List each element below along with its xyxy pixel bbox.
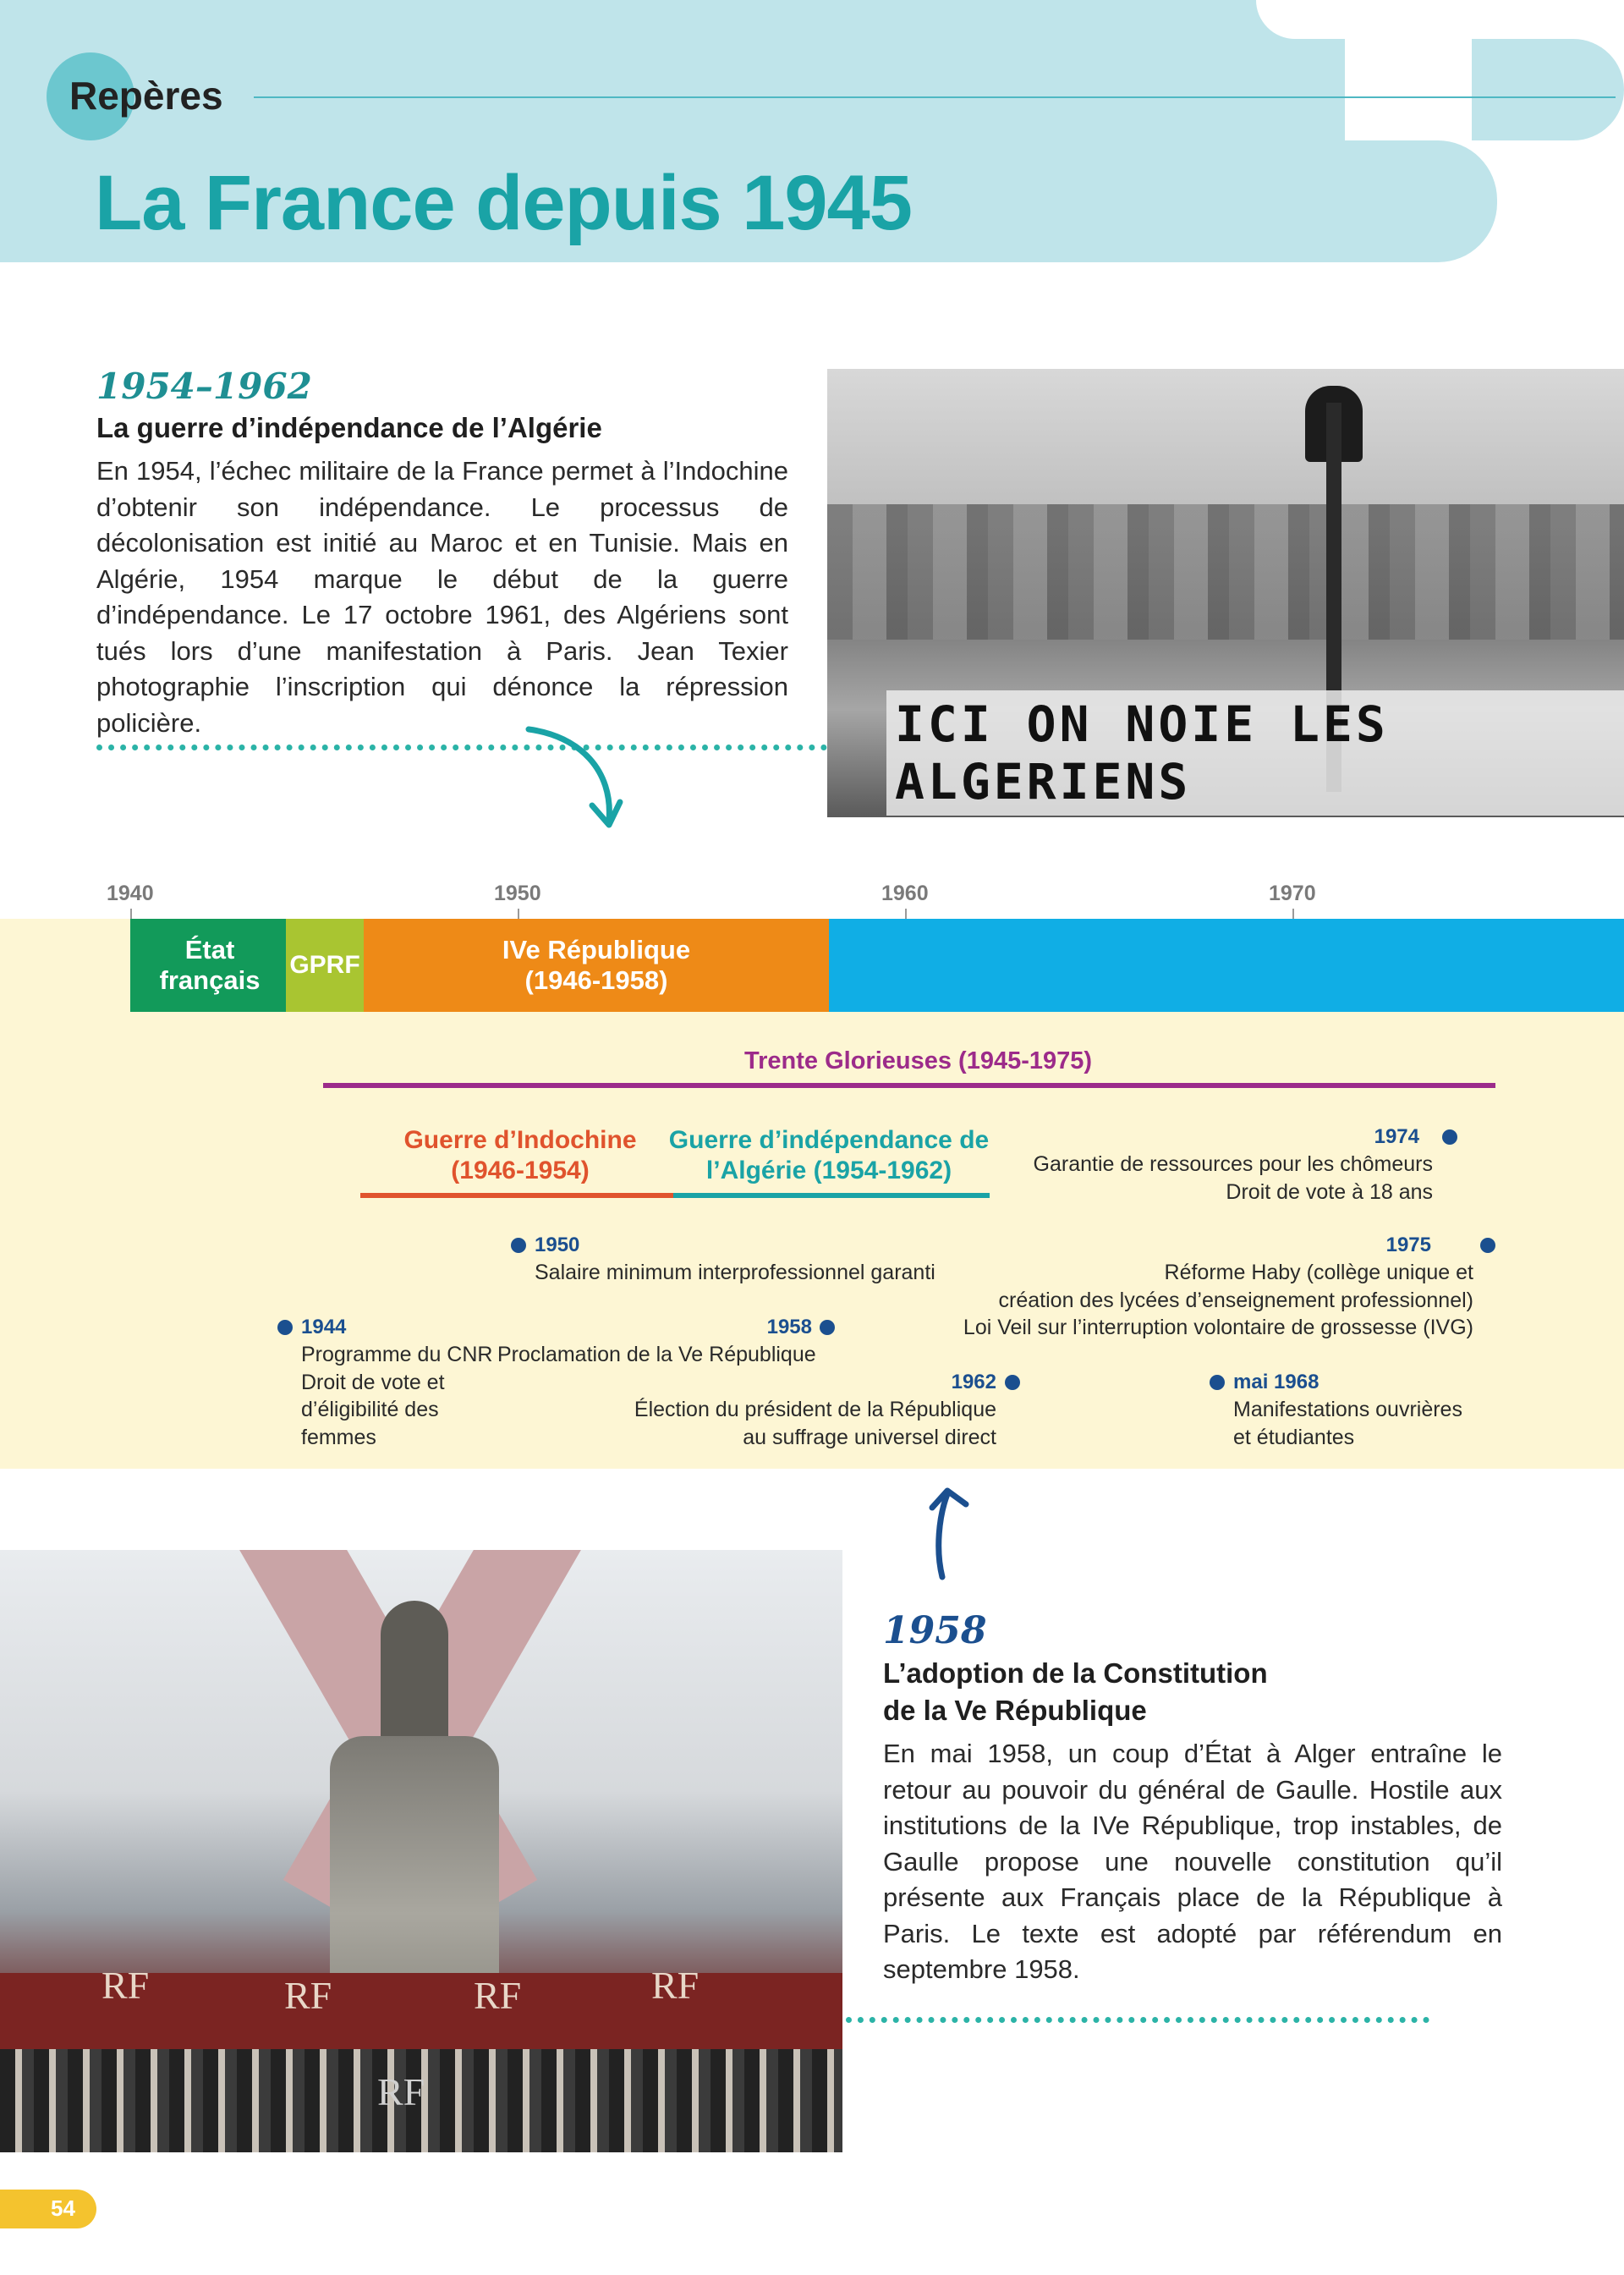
event-1944	[301, 1314, 504, 1451]
tick-label-1950: 1950	[494, 882, 541, 905]
page-title: La France depuis 1945	[95, 160, 912, 246]
tick-label-1940: 1940	[107, 882, 154, 905]
conflict-algerie-label	[660, 1125, 998, 1186]
kicker-label: Repères	[69, 74, 223, 118]
event-1958	[491, 1314, 812, 1341]
conflict-line2: l’Algérie (1954-1962)	[705, 1157, 952, 1184]
photo-rf-text: RF	[102, 1964, 150, 2007]
conflict-indochine-bar	[360, 1193, 673, 1198]
event-line: au suffrage universel direct	[743, 1425, 996, 1449]
tick-1940	[130, 909, 132, 919]
event-year: 1962	[951, 1371, 996, 1393]
section-title: La guerre d’indépendance de l’Algérie	[96, 412, 602, 443]
event-line: Garantie de ressources pour les chômeurs	[1033, 1152, 1433, 1176]
header-notch	[1256, 0, 1624, 39]
photo-trees	[827, 504, 1624, 640]
section-title-line1: L’adoption de la Constitution	[883, 1657, 1268, 1689]
event-line: et étudiantes	[1233, 1425, 1355, 1449]
event-dot-1950	[511, 1238, 526, 1253]
event-line: Manifestations ouvrières	[1233, 1398, 1462, 1421]
period-label-line2: (1946-1958)	[524, 965, 668, 995]
section-year: 1954–1962	[96, 365, 312, 407]
conflict-indochine-label	[364, 1125, 677, 1186]
header-bubble	[1472, 39, 1624, 140]
event-line: Droit de vote à 18 ans	[1226, 1179, 1433, 1204]
event-dot-1968	[1210, 1375, 1225, 1390]
photo-rf-text: RF	[651, 1964, 700, 2007]
photo-rf-text: RF	[474, 1974, 522, 2017]
section-title	[883, 1655, 1577, 1729]
event-line: Programme du CNR	[301, 1343, 493, 1366]
conflict-line1: Guerre d’Indochine	[403, 1126, 637, 1154]
period-label: GPRF	[289, 951, 360, 979]
section-body: En mai 1958, un coup d’État à Alger entraîne le retour au pouvoir du général de Gaulle. Hostile aux institutions de la IVe République, trop instables, de Gaulle propose une nouvelle constitution qu’il présente aux Français place de la République à Paris. Le texte est adopté par référendum en septembre 1958.	[883, 1739, 1502, 1984]
event-1958-text: Proclamation de la Ve République	[497, 1343, 816, 1366]
trente-glorieuses-bar	[323, 1083, 1495, 1088]
event-line: femmes	[301, 1425, 376, 1449]
curved-arrow-up-icon	[914, 1482, 990, 1584]
event-dot-1975	[1480, 1238, 1495, 1253]
event-dot-1962	[1005, 1375, 1020, 1390]
event-year: 1950	[535, 1234, 580, 1256]
page-number: 54	[51, 2195, 75, 2221]
page-number-tab	[0, 2190, 96, 2228]
period-ive-republique	[364, 919, 829, 1012]
header-rule	[254, 96, 1616, 98]
tick-1950	[518, 909, 519, 919]
tick-1960	[905, 909, 907, 919]
period-label: État français	[159, 935, 261, 995]
event-1962	[575, 1369, 996, 1451]
event-year: 1958	[766, 1316, 812, 1338]
photo-place-republique	[0, 1550, 842, 2152]
event-line: création des lycées d’enseignement professionnel)	[998, 1288, 1473, 1312]
event-line: d’éligibilité des	[301, 1398, 439, 1421]
period-ve-republique	[829, 919, 1624, 1012]
period-gprf	[286, 919, 364, 1012]
section-divider	[846, 2017, 1429, 2023]
tick-label-1960: 1960	[881, 882, 929, 905]
event-line: Réforme Haby (collège unique et	[1164, 1261, 1473, 1284]
event-dot-1974	[1442, 1129, 1457, 1145]
photo-rf-text: RF	[377, 2070, 425, 2113]
period-label-line1: IVe République	[502, 935, 691, 964]
section-title-line2: de la Ve République	[883, 1695, 1147, 1726]
event-line: Salaire minimum interprofessionnel garanti	[535, 1261, 935, 1284]
event-line: Loi Veil sur l’interruption volontaire de grossesse (IVG)	[963, 1316, 1473, 1339]
event-line: Droit de vote et	[301, 1370, 445, 1394]
conflict-algerie-bar	[673, 1193, 990, 1198]
event-year: 1975	[1385, 1234, 1431, 1256]
event-1975	[930, 1232, 1473, 1342]
conflict-line1: Guerre d’indépendance de	[668, 1126, 990, 1154]
event-year: 1944	[301, 1316, 347, 1338]
event-year: 1974	[1374, 1125, 1419, 1148]
event-dot-1944	[277, 1320, 293, 1335]
conflict-line2: (1946-1954)	[451, 1157, 590, 1184]
photo-graffiti-seine	[827, 369, 1624, 817]
header-bubble-lower	[1320, 140, 1497, 262]
event-line: Élection du président de la République	[634, 1398, 996, 1421]
section-year: 1958	[883, 1609, 987, 1652]
event-1974	[1015, 1124, 1450, 1206]
event-dot-1958	[820, 1320, 835, 1335]
graffiti-text: ICI ON NOIE LES ALGERIENS	[886, 690, 1624, 816]
section-body: En 1954, l’échec militaire de la France permet à l’Indochine d’obtenir son indépendance. Le processus de décolonisation est initié au Maroc et en Tunisie. Mais en Algérie, 1954 marque le début de la guerre d’indépendance. Le 17 octobre 1961, des Algériens sont tués lors d’une manifestation à Paris. Jean Texier photographie l’inscription qui dénonce la répression policière.	[96, 456, 788, 738]
tick-1970	[1292, 909, 1294, 919]
event-1968	[1233, 1369, 1521, 1451]
tick-label-1970: 1970	[1269, 882, 1316, 905]
section-divider	[96, 745, 827, 750]
event-year: mai 1968	[1233, 1371, 1320, 1393]
curved-arrow-down-icon	[520, 719, 630, 833]
trente-glorieuses-label: Trente Glorieuses (1945-1975)	[744, 1047, 1093, 1074]
photo-rf-text: RF	[284, 1974, 332, 2017]
period-etat-francais	[130, 919, 286, 1012]
